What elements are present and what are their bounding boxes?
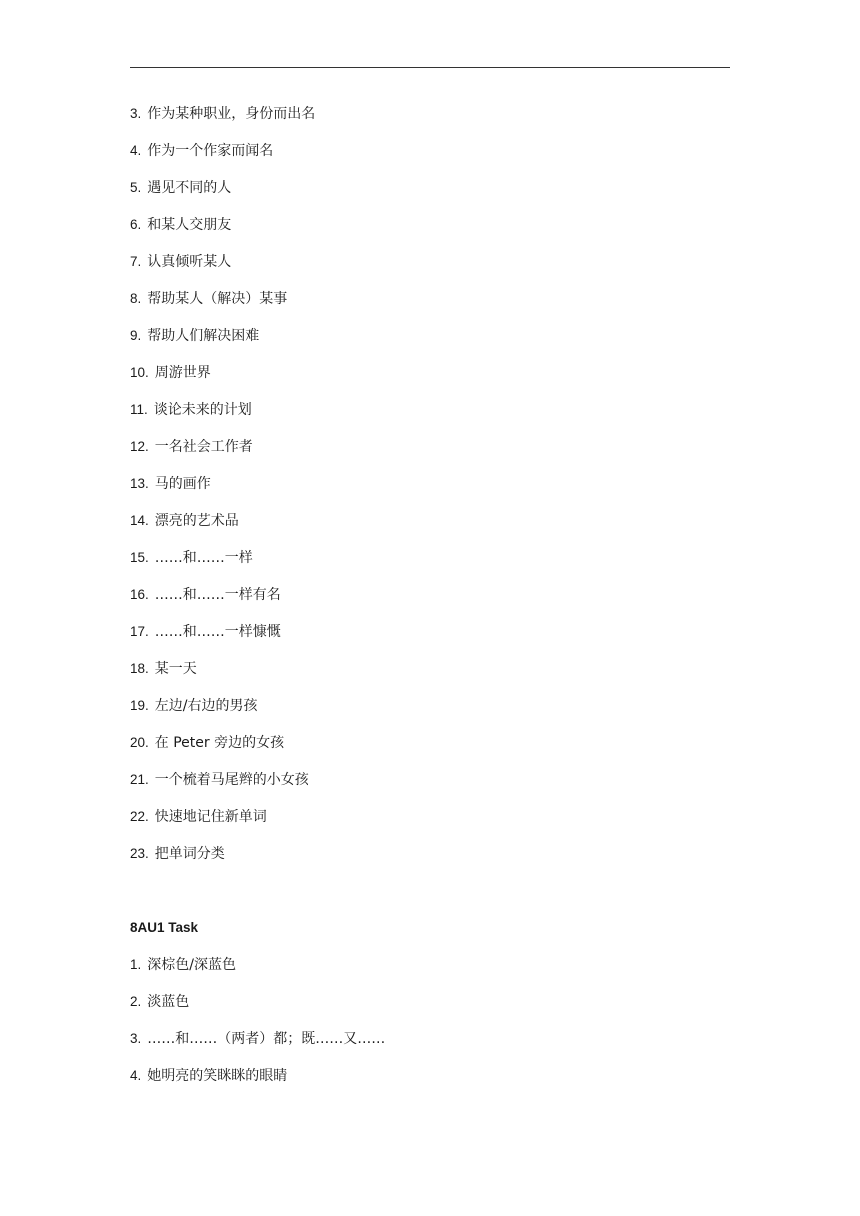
list-item: [130, 1066, 385, 1103]
item-text: 周游世界: [154, 365, 211, 381]
item-text: 淡蓝色: [147, 994, 190, 1010]
list-item: [130, 178, 315, 215]
list-item: [130, 548, 315, 585]
item-number: 23.: [130, 846, 149, 861]
item-number: 19.: [130, 698, 149, 713]
item-text: 和某人交朋友: [147, 217, 232, 233]
list-item: [130, 252, 315, 289]
item-number: 1.: [130, 957, 142, 972]
item-number: 9.: [130, 328, 142, 343]
item-text: 作为某种职业，身份而出名: [147, 106, 316, 122]
item-text: 作为一个作家而闻名: [147, 143, 274, 159]
list-item: [130, 770, 315, 807]
list-item: [130, 400, 315, 437]
list-item: [130, 955, 385, 992]
list-item: [130, 733, 315, 770]
item-text: 帮助某人（解决）某事: [147, 291, 288, 307]
list-item: [130, 844, 315, 881]
item-number: 14.: [130, 513, 149, 528]
item-number: 10.: [130, 365, 149, 380]
item-text: 帮助人们解决困难: [147, 328, 260, 344]
item-text: 一个梳着马尾辫的小女孩: [154, 772, 309, 788]
item-text: 某一天: [154, 661, 197, 677]
item-text: 马的画作: [154, 476, 211, 492]
item-number: 3.: [130, 106, 142, 121]
item-number: 7.: [130, 254, 142, 269]
list-item: [130, 585, 315, 622]
item-number: 16.: [130, 587, 149, 602]
item-text: 漂亮的艺术品: [154, 513, 239, 529]
item-number: 11.: [130, 402, 148, 417]
item-number: 6.: [130, 217, 142, 232]
item-number: 12.: [130, 439, 149, 454]
section-title: 8AU1 Task: [130, 920, 199, 935]
item-number: 3.: [130, 1031, 142, 1046]
list-item: [130, 141, 315, 178]
item-number: 22.: [130, 809, 149, 824]
list-item: [130, 363, 315, 400]
item-text: 她明亮的笑眯眯的眼睛: [147, 1068, 288, 1084]
item-number: 15.: [130, 550, 149, 565]
list-item: [130, 992, 385, 1029]
item-text: 谈论未来的计划: [153, 402, 252, 418]
list-item: [130, 474, 315, 511]
item-text: ……和……一样: [154, 550, 253, 566]
list-item: [130, 289, 315, 326]
item-text: 把单词分类: [154, 846, 225, 862]
item-number: 5.: [130, 180, 142, 195]
item-number: 17.: [130, 624, 149, 639]
list-item: [130, 326, 315, 363]
list-item: [130, 437, 315, 474]
item-number: 4.: [130, 143, 142, 158]
item-number: 18.: [130, 661, 149, 676]
item-number: 20.: [130, 735, 149, 750]
item-text: ……和……一样慷慨: [154, 624, 281, 640]
list-item: [130, 622, 315, 659]
item-text: 认真倾听某人: [147, 254, 232, 270]
list-item: [130, 659, 315, 696]
list-item: [130, 696, 315, 733]
list-item: [130, 104, 315, 141]
item-text: ……和……（两者）都；既……又……: [147, 1031, 386, 1047]
item-text: ……和……一样有名: [154, 587, 281, 603]
task-phrase-list: [130, 955, 385, 1103]
item-number: 8.: [130, 291, 142, 306]
item-text: 一名社会工作者: [154, 439, 253, 455]
item-text: 快速地记住新单词: [154, 809, 267, 825]
header-rule: [130, 67, 730, 68]
item-text: 左边/右边的男孩: [154, 698, 258, 714]
item-number: 4.: [130, 1068, 142, 1083]
item-number: 2.: [130, 994, 142, 1009]
item-number: 21.: [130, 772, 149, 787]
item-text: 在 Peter 旁边的女孩: [154, 735, 285, 751]
item-text: 遇见不同的人: [147, 180, 232, 196]
list-item: [130, 1029, 385, 1066]
item-number: 13.: [130, 476, 149, 491]
phrase-list: [130, 104, 315, 881]
list-item: [130, 807, 315, 844]
list-item: [130, 511, 315, 548]
item-text: 深棕色/深蓝色: [147, 957, 236, 973]
list-item: [130, 215, 315, 252]
